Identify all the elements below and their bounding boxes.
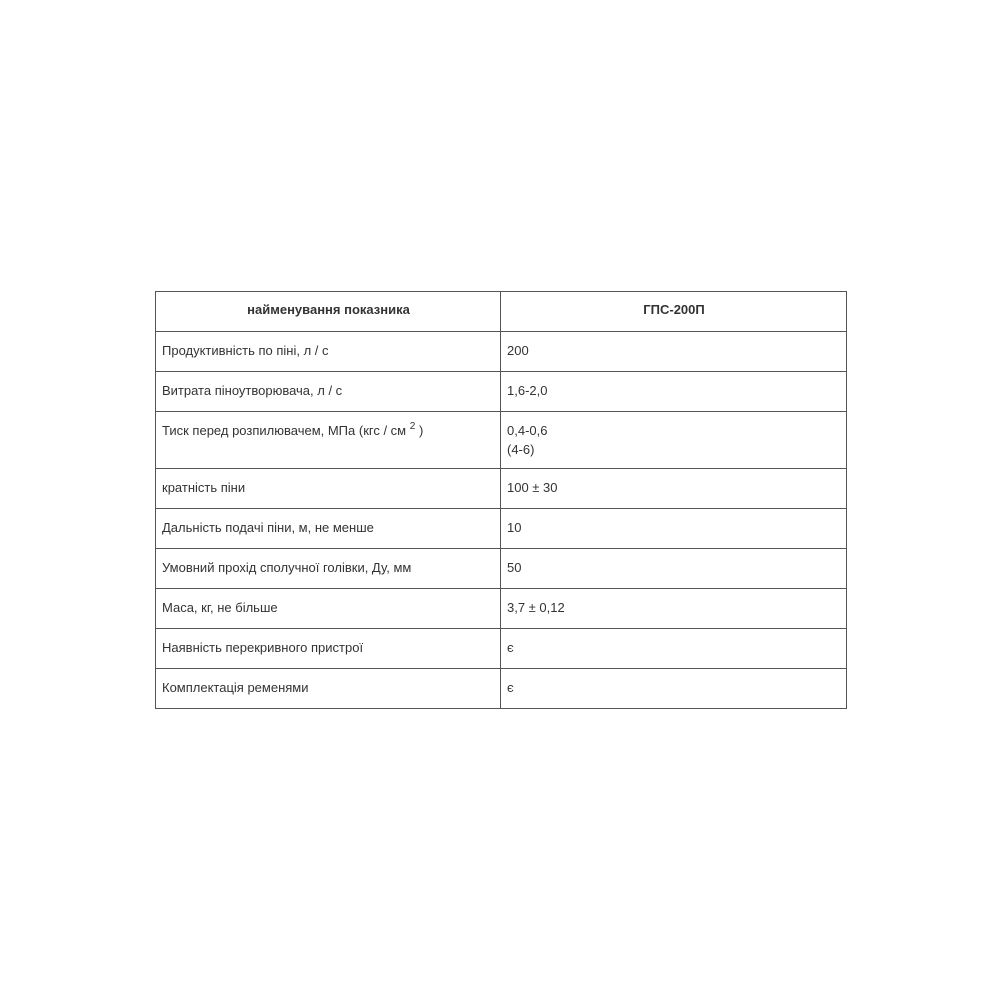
table-row xyxy=(156,589,847,629)
table-row xyxy=(156,412,847,469)
row-label: Наявність перекривного пристрої xyxy=(156,629,501,669)
table-row xyxy=(156,629,847,669)
row-label: Дальність подачі піни, м, не менше xyxy=(156,509,501,549)
row-label: Умовний прохід сполучної голівки, Ду, мм xyxy=(156,549,501,589)
row-value-line-2: (4-6) xyxy=(507,442,535,457)
row-value: 50 xyxy=(501,549,847,589)
row-label-superscript: 2 xyxy=(409,420,416,432)
row-label: Комплектація ременями xyxy=(156,669,501,709)
row-value: є xyxy=(501,669,847,709)
table-row xyxy=(156,332,847,372)
table-row xyxy=(156,509,847,549)
row-value xyxy=(501,412,847,469)
table-row xyxy=(156,469,847,509)
row-value: 200 xyxy=(501,332,847,372)
table-header-row xyxy=(156,292,847,332)
table-row xyxy=(156,669,847,709)
row-label-main: Тиск перед розпилювачем, МПа (кгс / см xyxy=(162,423,407,438)
row-value: 3,7 ± 0,12 xyxy=(501,589,847,629)
row-label-end: ) xyxy=(418,423,424,438)
row-label: Продуктивність по піні, л / с xyxy=(156,332,501,372)
specifications-table xyxy=(155,291,847,709)
header-indicator-name: найменування показника xyxy=(156,292,501,332)
row-value: 1,6-2,0 xyxy=(501,372,847,412)
row-value: 10 xyxy=(501,509,847,549)
table-row xyxy=(156,549,847,589)
header-model: ГПС-200П xyxy=(501,292,847,332)
row-value: є xyxy=(501,629,847,669)
row-label xyxy=(156,412,501,469)
row-label: кратність піни xyxy=(156,469,501,509)
row-value: 100 ± 30 xyxy=(501,469,847,509)
row-value-line-1: 0,4-0,6 xyxy=(507,423,548,438)
row-label: Маса, кг, не більше xyxy=(156,589,501,629)
table-row xyxy=(156,372,847,412)
row-label: Витрата піноутворювача, л / с xyxy=(156,372,501,412)
